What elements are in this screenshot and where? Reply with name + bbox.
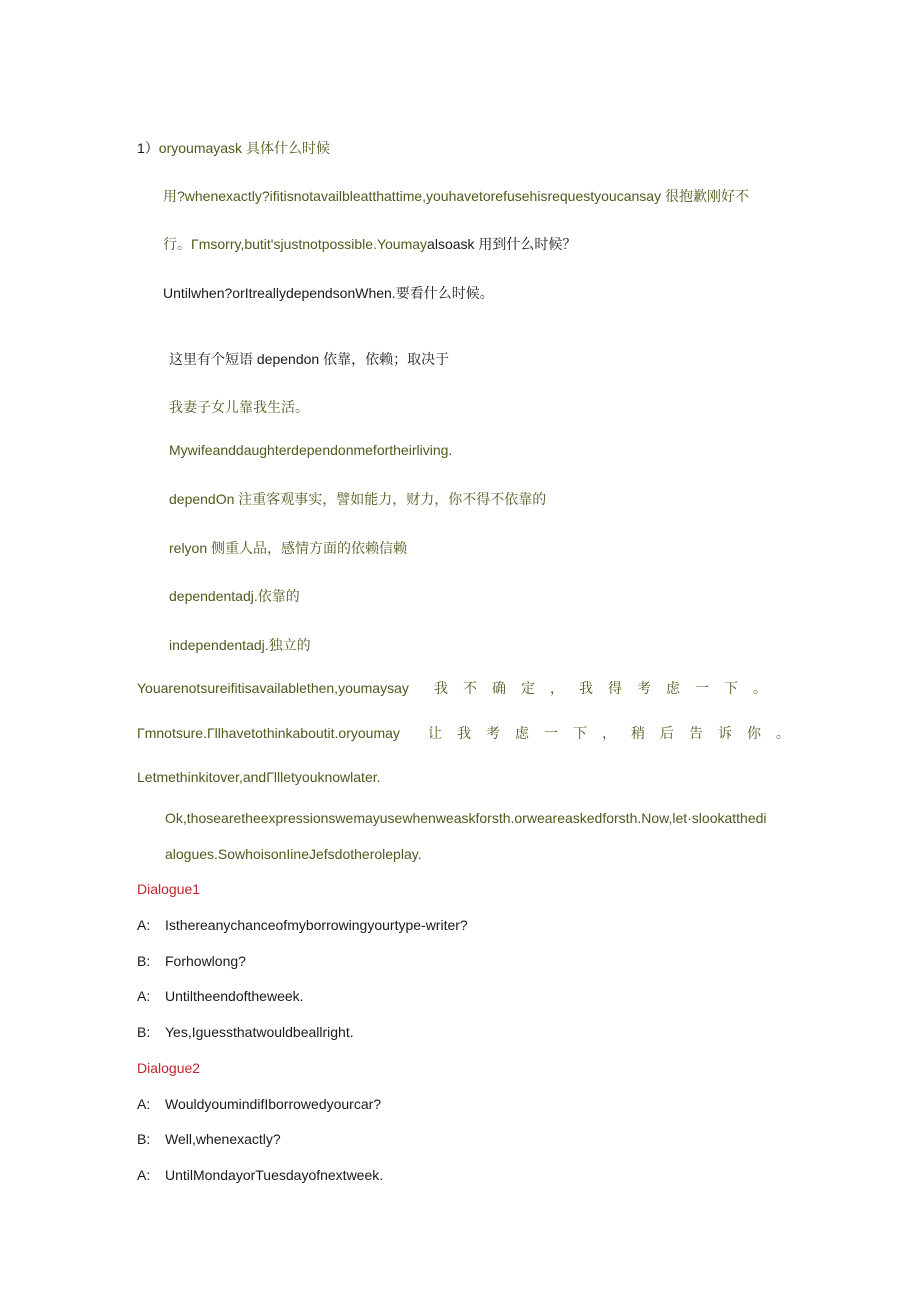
dialogue-text: WouldyoumindifIborrowedyourcar? — [165, 1096, 382, 1112]
example-chinese: 我妻子女儿靠我生活。 — [169, 399, 309, 415]
dialogue-line — [137, 986, 304, 1006]
speaker-label: A: — [137, 1167, 151, 1183]
section-heading — [137, 138, 330, 158]
text-segment: 行。Γmsorry,butit'sjustnotpossible.Youmay — [163, 236, 428, 252]
dialogue-line — [137, 951, 246, 971]
dialogue-text: Well,whenexactly? — [165, 1131, 281, 1147]
definition-relyon: relyon 侧重人品，感情方面的依赖信赖 — [169, 540, 408, 556]
example-english: Mywifeanddaughterdependonmefortheirliving. — [169, 442, 453, 458]
dialogue-line — [137, 1022, 354, 1042]
speaker-label: B: — [137, 1131, 151, 1147]
speaker-label: B: — [137, 953, 151, 969]
dialogue-title: Dialogue1 — [137, 881, 201, 897]
unsure-line-chinese: 我不确定，我得考虑一下。 — [434, 680, 782, 696]
speaker-label: A: — [137, 917, 151, 933]
speaker-label: A: — [137, 988, 151, 1004]
dialogue-text: Untiltheendoftheweek. — [165, 988, 304, 1004]
dialogue-text: Yes,Iguessthatwouldbeallright. — [165, 1024, 354, 1040]
dialogue-line — [137, 1165, 383, 1185]
dialogue-text: Isthereanychanceofmyborrowingyourtype-writer? — [165, 917, 468, 933]
summary-line: Ok,thosearetheexpressionswemayusewhenweaskforsth.orweareaskedforsth.Now,let·slookatthedi — [165, 810, 767, 826]
heading-text: oryoumayask 具体什么时候 — [158, 140, 330, 156]
dialogue-line — [137, 1094, 381, 1114]
dialogue-title: Dialogue2 — [137, 1060, 201, 1076]
heading-number: 1） — [137, 140, 159, 156]
definition-dependon: dependOn 注重客观事实，譬如能力，财力，你不得不依靠的 — [169, 491, 547, 507]
unsure-line: Youarenotsureifitisavailablethen,youmaysay — [137, 680, 409, 696]
unsure-line: Letmethinkitover,andΓllletyouknowlater. — [137, 769, 381, 785]
definition-dependent: dependentadj.依靠的 — [169, 588, 300, 604]
unsure-line: Γmnotsure.Γllhavetothinkaboutit.oryoumay — [137, 725, 400, 741]
dialogue-line — [137, 1129, 281, 1149]
definition-independent: independentadj.独立的 — [169, 637, 311, 653]
text-segment: alsoask 用到什么时候？ — [427, 236, 577, 252]
phrase-intro: 这里有个短语 dependon 依靠，依赖；取决于 — [169, 351, 450, 367]
dialogue-line — [137, 915, 468, 935]
speaker-label: B: — [137, 1024, 151, 1040]
dialogue-text: UntilMondayorTuesdayofnextweek. — [165, 1167, 384, 1183]
dialogue-text: Forhowlong? — [165, 953, 246, 969]
paragraph-line — [163, 234, 576, 254]
paragraph-line: Untilwhen?orItreallydependsonWhen.要看什么时候。 — [163, 285, 494, 301]
speaker-label: A: — [137, 1096, 151, 1112]
summary-line: alogues.SowhoisonIineJefsdotheroleplay. — [165, 846, 422, 862]
unsure-line-chinese: 让我考虑一下，稍后告诉你。 — [428, 725, 805, 741]
paragraph-line: 用?whenexactly?ifitisnotavailbleatthattime,youhavetorefusehisrequestyoucansay 很抱歉刚好不 — [163, 188, 749, 204]
